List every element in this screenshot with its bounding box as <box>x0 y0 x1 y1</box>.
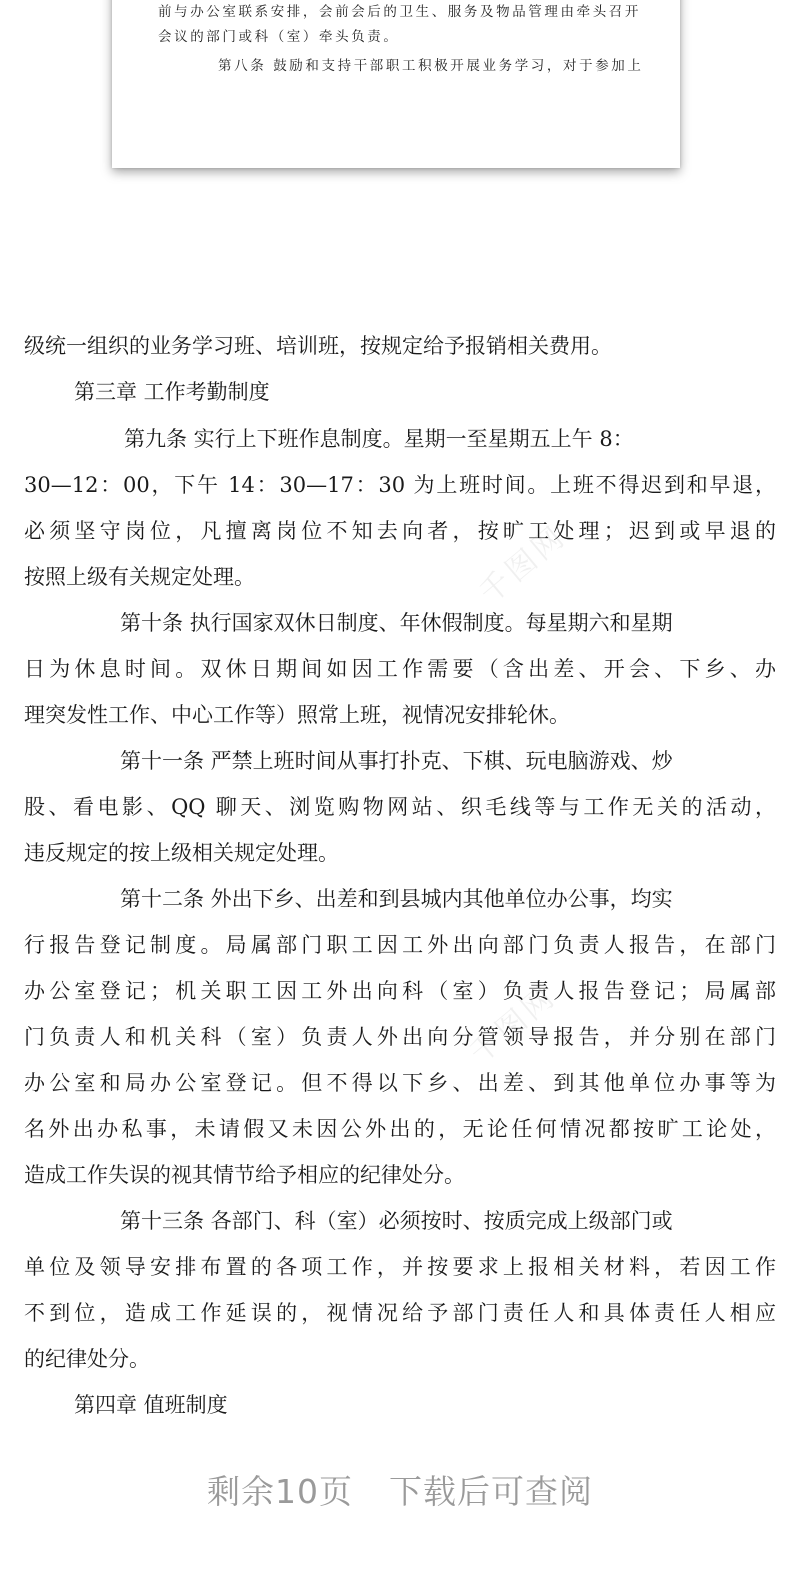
paragraph-line: 的纪律处分。 <box>24 1347 150 1371</box>
chapter-heading: 第三章 工作考勤制度 <box>74 380 270 404</box>
paragraph-line: 第十二条 外出下乡、出差和到县城内其他单位办公事，均实 <box>120 887 673 911</box>
paragraph-line: 按照上级有关规定处理。 <box>24 565 255 589</box>
paragraph-line: 第九条 实行上下班作息制度。星期一至星期五上午 8： <box>124 427 634 451</box>
paragraph-line: 级统一组织的业务学习班、培训班，按规定给予报销相关费用。 <box>24 334 612 358</box>
preview-line: 第八条 鼓励和支持干部职工积极开展业务学习，对于参加上 <box>218 58 644 74</box>
paragraph-line: 门负责人和机关科（室）负责人外出向分管领导报告，并分别在部门 <box>24 1025 776 1049</box>
paragraph-line: 违反规定的按上级相关规定处理。 <box>24 841 339 865</box>
paragraph-line: 30—12：00，下午 14：30—17：30 为上班时间。上班不得迟到和早退， <box>24 473 776 497</box>
paragraph-line: 办公室登记；机关职工因工外出向科（室）负责人报告登记；局属部 <box>24 979 776 1003</box>
preview-line: 会议的部门或科（室）牵头负责。 <box>158 29 400 45</box>
watermark: 千图网 <box>462 978 564 1071</box>
paragraph-line: 第十三条 各部门、科（室）必须按时、按质完成上级部门或 <box>120 1209 673 1233</box>
chapter-heading: 第四章 值班制度 <box>74 1393 228 1417</box>
paragraph-line: 理突发性工作、中心工作等）照常上班，视情况安排轮休。 <box>24 703 570 727</box>
paragraph-line: 不到位，造成工作延误的，视情况给予部门责任人和具体责任人相应 <box>24 1301 776 1325</box>
paragraph-line: 第十条 执行国家双休日制度、年休假制度。每星期六和星期 <box>120 611 673 635</box>
paragraph-line: 股、看电影、QQ 聊天、浏览购物网站、织毛线等与工作无关的活动， <box>24 795 776 819</box>
paragraph-line: 造成工作失误的视其情节给予相应的纪律处分。 <box>24 1163 465 1187</box>
watermark: 千图网 <box>472 518 574 611</box>
download-to-view-label: 下载后可查阅 <box>389 1472 593 1511</box>
paragraph-line: 名外出办私事，未请假又未因公外出的，无论任何情况都按旷工论处， <box>24 1117 776 1141</box>
preview-line: 前与办公室联系安排，会前会后的卫生、服务及物品管理由牵头召开 <box>158 4 641 20</box>
page-preview-card <box>112 0 680 168</box>
paragraph-line: 单位及领导安排布置的各项工作，并按要求上报相关材料，若因工作 <box>24 1255 776 1279</box>
paragraph-line: 日为休息时间。双休日期间如因工作需要（含出差、开会、下乡、办 <box>24 657 776 681</box>
paragraph-line: 行报告登记制度。局属部门职工因工外出向部门负责人报告，在部门 <box>24 933 776 957</box>
paragraph-line: 第十一条 严禁上班时间从事打扑克、下棋、玩电脑游戏、炒 <box>120 749 673 773</box>
download-prompt[interactable] <box>0 1466 800 1513</box>
remaining-pages-label: 剩余10页 <box>207 1472 353 1511</box>
paragraph-line: 必须坚守岗位，凡擅离岗位不知去向者，按旷工处理；迟到或早退的 <box>24 519 776 543</box>
paragraph-line: 办公室和局办公室登记。但不得以下乡、出差、到其他单位办事等为 <box>24 1071 776 1095</box>
